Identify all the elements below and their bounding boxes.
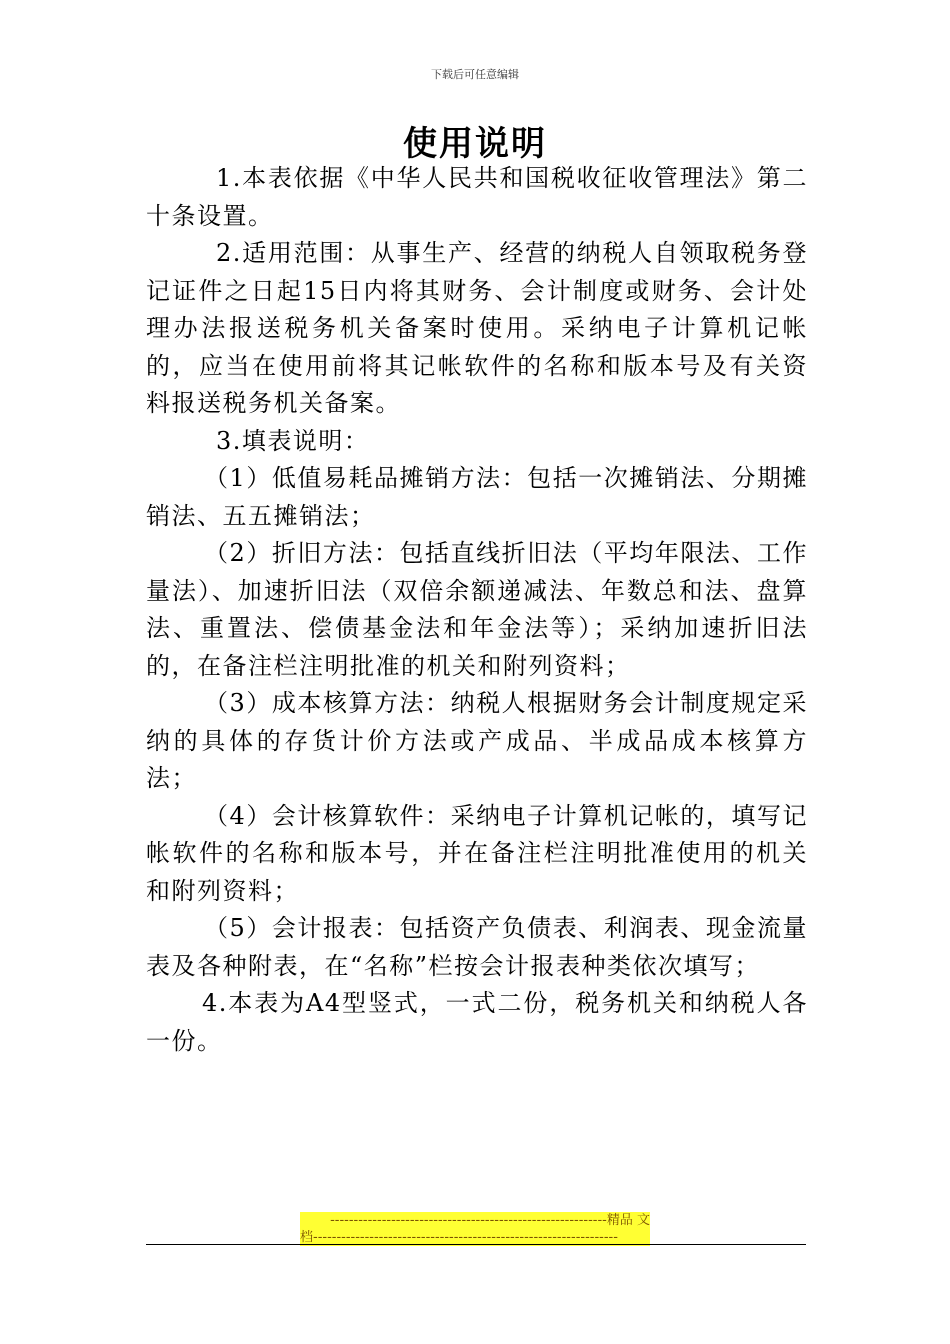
paragraph-3-5: （5）会计报表：包括资产负债表、利润表、现金流量表及各种附表，在“名称”栏按会计报表种类依次填写； (146, 914, 808, 980)
paragraph-4: 4.本表为A4型竖式，一式二份，税务机关和纳税人各一份。 (146, 989, 808, 1055)
footer-watermark (300, 1212, 650, 1246)
paragraph-3-3: （3）成本核算方法：纳税人根据财务会计制度规定采纳的具体的存货计价方法或产成品、半成品成本核算方法； (146, 689, 808, 792)
paragraph-3-4: （4）会计核算软件：采纳电子计算机记帐的，填写记帐软件的名称和版本号，并在备注栏注明批准使用的机关和附列资料； (146, 801, 808, 905)
header-note: 下载后可任意编辑 (431, 68, 519, 81)
paragraph-2: 2.适用范围：从事生产、经营的纳税人自领取税务登记证件之日起15日内将其财务、会计制度或财务、会计处理办法报送税务机关备案时使用。采纳电子计算机记帐的，应当在使用前将其记帐软件的名称和版本号及有关资料报送税务机关备案。 (146, 239, 808, 417)
page-title: 使用说明 (403, 124, 547, 164)
paragraph-1: 1.本表依据《中华人民共和国税收征收管理法》第二十条设置。 (146, 164, 808, 230)
footer-divider (146, 1244, 806, 1245)
footer-line-2: 档----------------------------------------------------------------- (300, 1229, 650, 1246)
footer-line-1: -----------------------------------------------------------精品 文 (300, 1212, 650, 1229)
paragraph-3-2: （2）折旧方法：包括直线折旧法（平均年限法、工作量法）、加速折旧法（双倍余额递减法、年数总和法、盘算法、重置法、偿债基金法和年金法等）；采纳加速折旧法的，在备注栏注明批准的机关和附列资料； (146, 539, 808, 680)
paragraph-3: 3.填表说明： (216, 426, 370, 455)
document-body (146, 160, 808, 1060)
paragraph-3-1: （1）低值易耗品摊销方法：包括一次摊销法、分期摊销法、五五摊销法； (146, 464, 808, 530)
